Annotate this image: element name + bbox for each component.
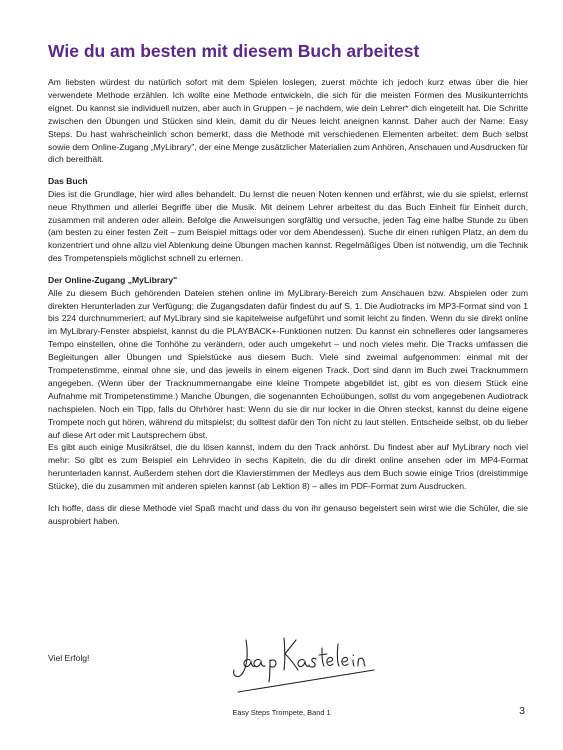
signature-block [48, 630, 528, 710]
intro-paragraph: Am liebsten würdest du natürlich sofort mit dem Spielen loslegen, zuerst möchte ich jedoch kurz etwas über die hier verwendete Methode erzählen. Ich wollte eine Methode entwickeln, die sich für die meisten Formen des Musikunterrichts eignet. Du kannst sie individuell nutzen, aber auch in Gruppen – je nachdem, wie dein Lehrer* dich eingeteilt hat. Die Schritte zwischen den Übungen und Stücken sind klein, damit du dir Neues leicht aneignen kannst. Daher auch der Name: Easy Steps. Du hast wahrscheinlich schon bemerkt, dass die Methode mit verschiedenen Elementen arbeitet: dem Buch selbst sowie dem Online-Zugang „MyLibrary", der eine Menge zusätzlicher Materialien zum Anhören, Anschauen und Ausdrucken für dich bereithält. [48, 77, 528, 165]
page-number: 3 [519, 705, 525, 717]
section-heading-mylibrary: Der Online-Zugang „MyLibrary" [48, 274, 178, 285]
closing-paragraph: Ich hoffe, dass dir diese Methode viel Spaß macht und dass du von ihr genauso begeistert sein wirst wie die Schüler, die sie ausprobiert haben. [48, 503, 528, 526]
mylibrary-extras-paragraph: Es gibt auch einige Musikrätsel, die du lösen kannst, indem du den Track anhörst. Du findest aber auf MyLibrary noch viel mehr: So gibt es zum Beispiel ein Lehrvideo in sechs Kapiteln, die du dir direkt online ansehen oder im MP4-Format herunterladen kannst. Außerdem stehen dort die Klavierstimmen der Medleys aus dem Buch sowie einige Trios (dreistimmige Stücke), die du zusammen mit anderen spielen kannst (ab Lektion 8) – alles im PDF-Format zum Ausdrucken. [48, 442, 528, 492]
mylibrary-paragraph: Alle zu diesem Buch gehörenden Dateien stehen online im MyLibrary-Bereich zum Anschauen bzw. Abspielen oder zum direkten Herunterladen zur Verfügung; die Zugangsdaten dafür findest du auf S. 1. Die Audiotracks im MP3-Format sind von 1 bis 224 durchnummeriert; auf MyLibrary sind sie kapitelweise aufgeführt und somit leicht zu finden. Wenn du sie direkt online im MyLibrary-Fenster abspielst, kannst du die PLAYBACK+-Funktionen nutzen: Du kannst ein schnelleres oder langsameres Tempo einstellen, ohne die Tonhöhe zu verändern, oder auch umgekehrt – und noch vieles mehr. Die Tracks umfassen die Begleitungen aller Übungen und Spielstücke aus diesem Buch. Viele sind zweimal aufgenommen: einmal mit der Trompetenstimme, einmal ohne sie, und das jeweils in einem eigenen Track. Dort sind dann im Buch zwei Tracknummern angegeben. (Wenn über der Tracknummernangabe eine kleine Trompete abgebildet ist, gibt es von diesem Stück eine Aufnahme mit Trompetenstimme.) Manche Übungen, die sogenannten Echoübungen, sollst du vom angegebenen Audiotrack nachspielen. Noch ein Tipp, falls du Ohrhörer hast: Wenn du sie dir nur locker in die Ohren steckst, kannst du deine eigene Trompete noch gut hören, während du mitspielst; du solltest dafür den Ton nicht zu laut stellen. Entscheide selbst, ob du lieber auf diese Art oder mit Lautsprechern übst. [48, 287, 528, 440]
book-paragraph: Dies ist die Grundlage, hier wird alles behandelt. Du lernst die neuen Noten kennen und erfährst, wie du sie spielst, erlernst neue Rhythmen und allerlei Begriffe über die Musik. Mit deinem Lehrer arbeitest du das Buch Einheit für Einheit durch, zusammen mit anderen oder allein. Befolge die Anweisungen sorgfältig und versuche, jeden Tag eine halbe Stunde zu üben (am besten zu einer festen Zeit – zum Beispiel mittags oder vor dem Abendessen). Suche dir einen ruhigen Platz, an dem du konzentriert und ohne allzu viel Ablenkung deine Übungen machen kannst. Regelmäßiges Üben ist notwendig, um die Technik des Trompetenspiels möglichst schnell zu erlernen. [48, 188, 528, 264]
page-body [48, 76, 528, 528]
footer-book-title: Easy Steps Trompete, Band 1 [232, 708, 331, 717]
section-heading-book: Das Buch [48, 175, 88, 186]
handwritten-signature [224, 630, 384, 702]
page-title: Wie du am besten mit diesem Buch arbeitest [48, 41, 420, 61]
greeting: Viel Erfolg! [48, 653, 90, 663]
